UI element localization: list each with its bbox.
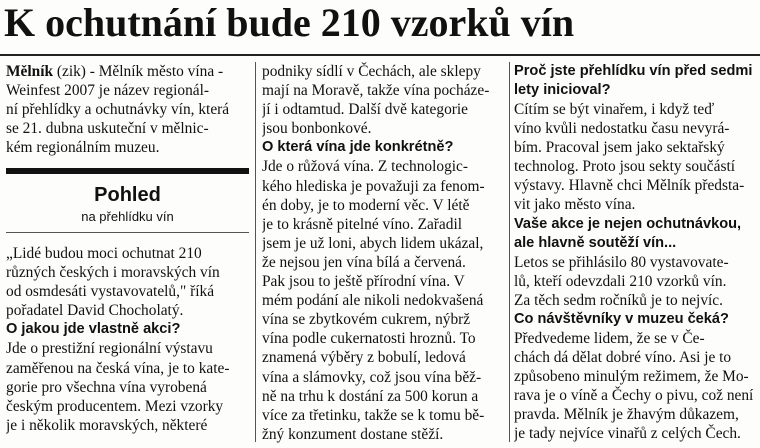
answer-line: Pak jsou to ještě přírodní vína. V [262,273,465,291]
answer-line: víno kvůli nedostatku času nevyrá- [514,120,730,138]
answer-line: Za těch sedm ročníků je to nejvíc. [514,291,723,309]
headline-rule [0,54,760,56]
dateline: Mělník [6,63,54,80]
question-5: Co návštěvníky v muzeu čeká? [514,310,729,327]
quote-line: pořadatel David Chocholatý. [6,302,184,320]
answer-line: výstavy. Hlavně chci Mělník předsta- [514,177,745,195]
intro-line: Mělník (zik) - Mělník město vína - [6,63,224,80]
answer-line: že nejsou jen vína bílá a červená. [262,253,466,271]
answer-line: bím. Pracoval jsem jako sektařský [514,139,725,157]
quote-line: různých českých i moravských vín [6,264,220,282]
answer-4 [514,253,756,310]
answer-line: zaměřenou na česká vína, je to kate- [6,359,230,377]
question-3: Proč jste přehlídku vín před sedmi lety inicioval? [514,63,753,98]
pohled-title: Pohled [94,184,161,206]
intro-line: Weinfest 2007 je název regionál- [6,82,210,100]
answer-line: ně na trhu k dostání za 500 korun a [262,387,479,405]
answer-line: více za třetinku, takže se k tomu bě- [262,406,485,424]
continued-paragraph [262,62,506,138]
intro-line: kém regionálním muzeu. [6,139,160,157]
column-1 [6,62,249,157]
column-1-lower [6,244,249,435]
answer-line: způsobeno minulým režimem, že Mo- [514,368,749,386]
answer-line: lů, kteří odevzdali 210 vzorků vín. [514,272,727,290]
column-2 [262,62,506,444]
intro-line: se 21. dubna uskuteční v mělnic- [6,120,209,138]
answer-line: je i několik moravských, některé [6,416,208,434]
column-divider [255,62,256,442]
text-line: mají na Moravě, takže vína pocháze- [262,82,490,100]
column-3 [514,62,756,444]
answer-line: jsem je už loni, abych lidem ukázal, [262,234,484,252]
answer-line: Předvedeme lidem, že se v Če- [514,329,705,347]
question-2: O která vína jde konkrétně? [262,139,454,156]
quote-line: od osmdesáti vystavovatelů," říká [6,283,215,301]
text-line: podniky sídlí v Čechách, ale sklepy [262,63,481,80]
answer-line: chách dá dělat dobré víno. Asi je to [514,349,732,367]
answer-line: vit jako město vína. [514,196,636,214]
answer-line: mém podání ale nikoli nedokvašená [262,292,484,310]
answer-2 [262,157,506,443]
column-divider [509,62,510,442]
answer-1 [6,339,249,434]
answer-line: je tady nejvíce vinařů z celých Čech. [514,425,741,443]
question-1: O jakou jde vlastně akci? [6,321,181,338]
pohled-subtitle: na přehlídku vín [81,209,174,224]
answer-line: Cítím se být vinařem, i když teď [514,101,715,118]
intro-paragraph [6,62,249,157]
answer-line: je to krásně pitelné víno. Zařadil [262,215,463,233]
quote-line: „Lidé budou moci ochutnat 210 [6,245,202,262]
headline: K ochutnání bude 210 vzorků vín [4,0,575,45]
answer-5 [514,329,756,444]
answer-line: Jde o růžová vína. Z technologic- [262,158,468,176]
intro-line: ní přehlídky a ochutnávky vín, která [6,101,230,119]
answer-line: gorie pro všechna vína vyrobená [6,378,207,396]
answer-line: technolog. Proto jsou sekty součástí [514,158,736,176]
quote-paragraph [6,244,249,320]
text-line: jsou bonbonkové. [262,120,372,138]
answer-line: vína a slámovky, což jsou vína běž- [262,368,482,386]
answer-line: žný konzument dostane stěží. [262,425,444,443]
text-line: jí i odtamtud. Další dvě kategorie [262,101,469,119]
answer-line: én doby, je to moderní věc. V létě [262,196,470,214]
answer-line: vína se zbytkovém cukrem, nýbrž [262,311,471,329]
answer-line: pravda. Mělník je žhavým důkazem, [514,406,739,424]
pohled-box [6,168,249,236]
answer-3 [514,100,756,215]
answer-line: českým producentem. Mezi vzorky [6,397,224,415]
answer-line: znamená výběry z bobulí, ledová [262,349,466,367]
answer-line: Jde o prestižní regionální výstavu [6,340,213,358]
answer-line: Letos se přihlásilo 80 vystavovate- [514,253,729,271]
answer-line: rava je o víně a Čechy o pivu, což není [514,387,754,405]
answer-line: kého hlediska je považuji za fenom- [262,177,485,195]
question-4: Vaše akce je nejen ochutnávkou, ale hlavně soutěží vín... [514,215,742,251]
answer-line: vína podle cukernatosti hroznů. To [262,330,476,348]
box-rule [6,232,249,233]
